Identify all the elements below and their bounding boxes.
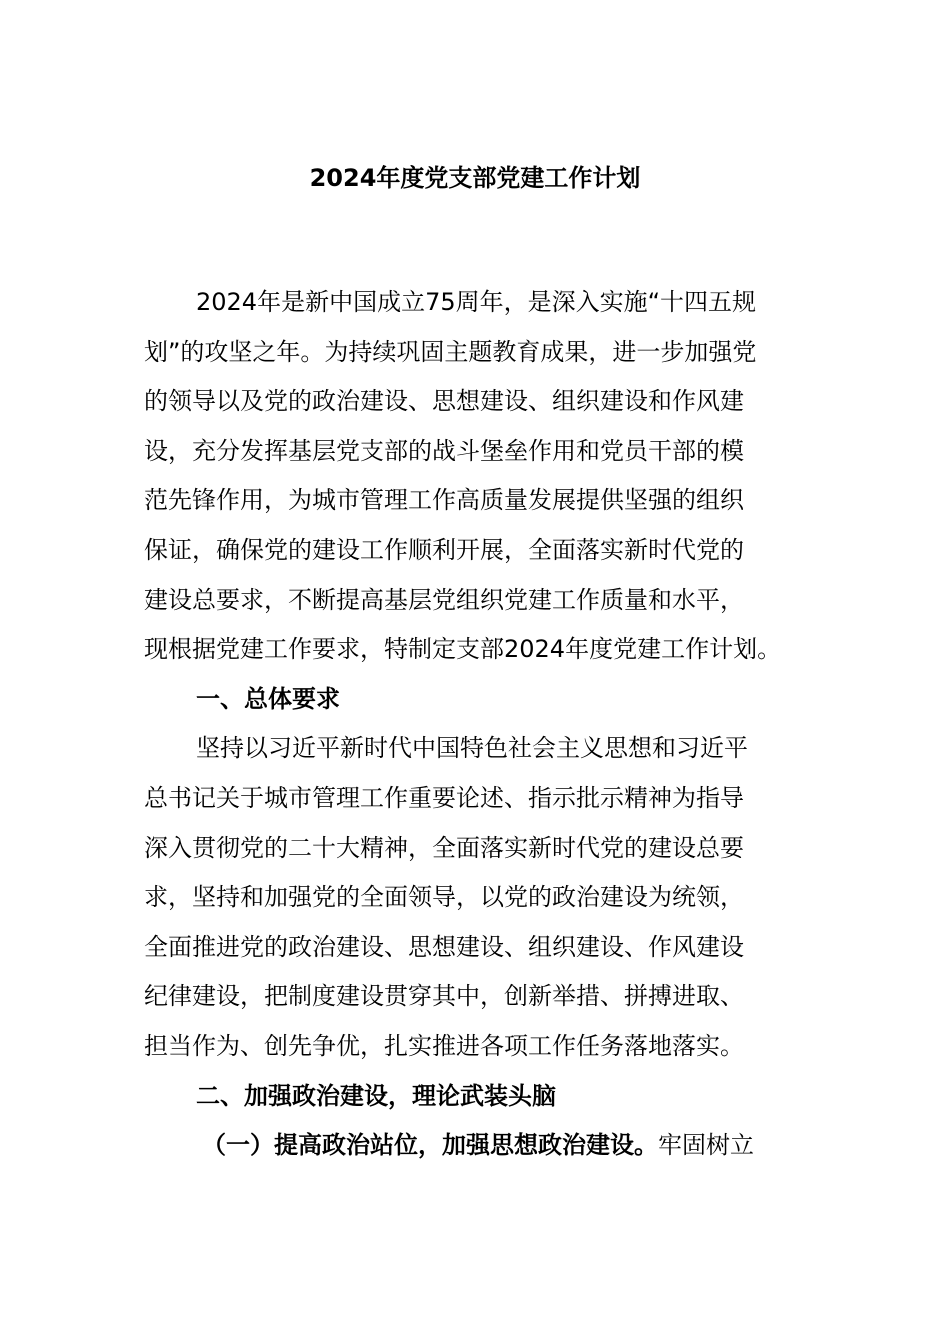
section2-sub1-text: 牢固树立 xyxy=(658,1131,754,1160)
section1-line-2: 总书记关于城市管理工作重要论述、指示批示精神为指导 xyxy=(144,783,744,812)
section2-sub1-heading: （一）提高政治站位，加强思想政治建设。 xyxy=(202,1131,658,1160)
document-body xyxy=(144,282,814,1175)
section1-line-4: 求，坚持和加强党的全面领导，以党的政治建设为统领， xyxy=(144,883,744,912)
section1-line-1: 坚持以习近平新时代中国特色社会主义思想和习近平 xyxy=(196,734,748,763)
intro-line-5: 范先锋作用，为城市管理工作高质量发展提供坚强的组织 xyxy=(144,486,744,515)
section1-line-7: 担当作为、创先争优，扎实推进各项工作任务落地落实。 xyxy=(144,1031,744,1060)
section1-line-5: 全面推进党的政治建设、思想建设、组织建设、作风建设 xyxy=(144,932,744,961)
section1-line-6: 纪律建设，把制度建设贯穿其中，创新举措、拼搏进取、 xyxy=(144,982,744,1011)
intro-line-2: 划”的攻坚之年。为持续巩固主题教育成果，进一步加强党 xyxy=(144,337,757,366)
section1-line-3: 深入贯彻党的二十大精神，全面落实新时代党的建设总要 xyxy=(144,833,744,862)
intro-line-4: 设，充分发挥基层党支部的战斗堡垒作用和党员干部的模 xyxy=(144,436,744,465)
intro-line-6: 保证，确保党的建设工作顺利开展，全面落实新时代党的 xyxy=(144,535,744,564)
intro-line-8: 现根据党建工作要求，特制定支部2024年度党建工作计划。 xyxy=(144,635,782,664)
section2-sub1-line xyxy=(144,1125,814,1175)
intro-line-3: 的领导以及党的政治建设、思想建设、组织建设和作风建 xyxy=(144,387,744,416)
document-title: 2024年度党支部党建工作计划 xyxy=(309,164,641,192)
intro-line-7: 建设总要求，不断提高基层党组织党建工作质量和水平， xyxy=(144,585,744,614)
section2-heading: 二、加强政治建设，理论武装头脑 xyxy=(196,1081,556,1110)
intro-line-1: 2024年是新中国成立75周年，是深入实施“十四五规 xyxy=(196,288,757,316)
section1-heading: 一、总体要求 xyxy=(196,684,340,713)
